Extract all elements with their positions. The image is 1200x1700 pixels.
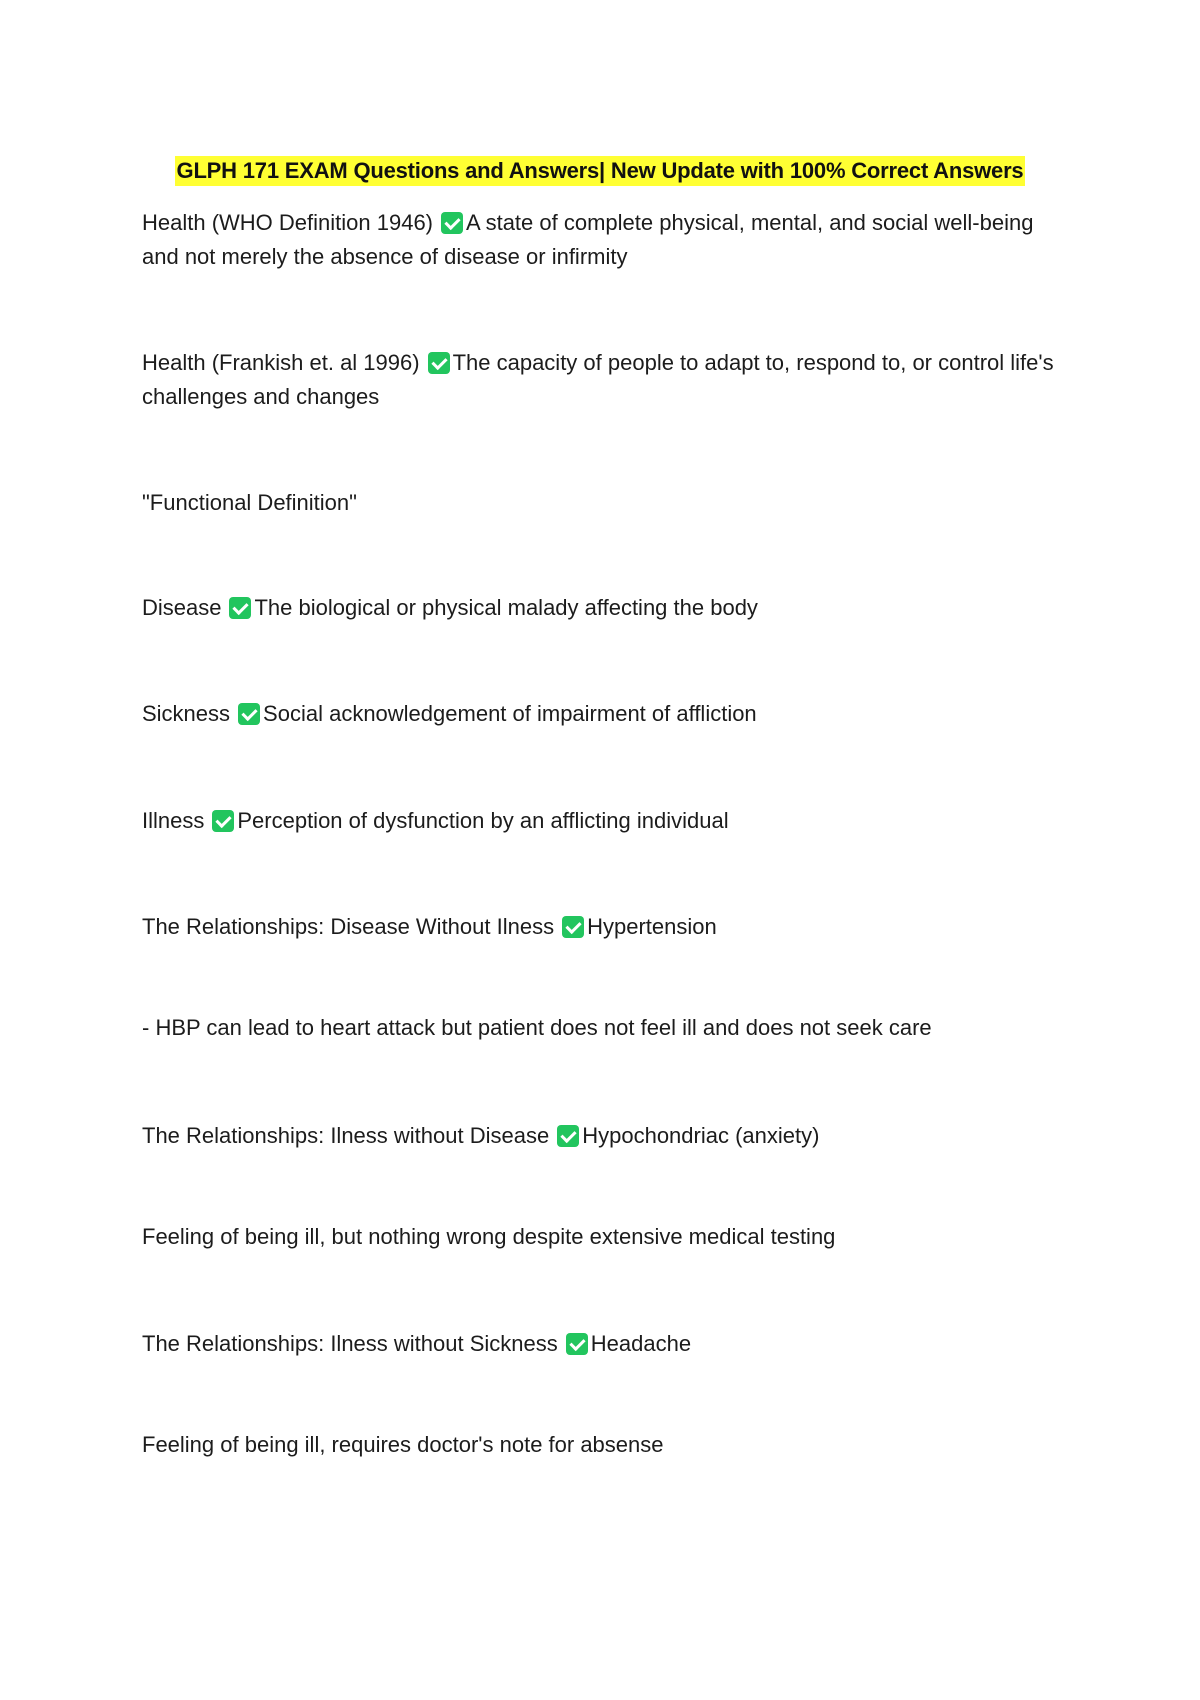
check-box-icon xyxy=(441,212,463,234)
entry-term: The Relationships: Disease Without Ilness xyxy=(142,914,555,939)
check-box-icon xyxy=(212,810,234,832)
entry-text: "Functional Definition" xyxy=(142,490,357,515)
entry-text: - HBP can lead to heart attack but patient does not feel ill and does not seek care xyxy=(142,1015,932,1040)
qa-entry-disease-without-illness xyxy=(142,910,1072,944)
qa-entry-illness-without-sickness xyxy=(142,1327,1072,1361)
entry-text: Feeling of being ill, but nothing wrong despite extensive medical testing xyxy=(142,1224,836,1249)
entry-term: The Relationships: Ilness without Sickness xyxy=(142,1331,558,1356)
entry-answer: The biological or physical malady affecting the body xyxy=(254,595,758,620)
entry-answer: A state of complete physical, mental, and social well-being and not merely the absence of disease or infirmity xyxy=(142,210,1034,269)
entry-term: The Relationships: Ilness without Disease xyxy=(142,1123,550,1148)
qa-entry-illness xyxy=(142,804,1072,838)
title-container xyxy=(0,156,1200,186)
check-box-icon xyxy=(566,1333,588,1355)
entry-answer: The capacity of people to adapt to, respond to, or control life's challenges and changes xyxy=(142,350,1054,409)
check-box-icon xyxy=(557,1125,579,1147)
document-title: GLPH 171 EXAM Questions and Answers| New Update with 100% Correct Answers xyxy=(175,156,1026,186)
entry-term: Health (WHO Definition 1946) xyxy=(142,210,434,235)
entry-answer: Social acknowledgement of impairment of affliction xyxy=(263,701,757,726)
note-hypochondriac xyxy=(142,1220,1072,1254)
entry-answer: Hypochondriac (anxiety) xyxy=(582,1123,820,1148)
note-hbp xyxy=(142,1011,1072,1045)
check-box-icon xyxy=(229,597,251,619)
check-box-icon xyxy=(428,352,450,374)
entry-text: Feeling of being ill, requires doctor's note for absense xyxy=(142,1432,664,1457)
qa-entry-illness-without-disease xyxy=(142,1119,1072,1153)
entry-term: Health (Frankish et. al 1996) xyxy=(142,350,420,375)
entry-term: Illness xyxy=(142,808,205,833)
check-box-icon xyxy=(562,916,584,938)
qa-entry-sickness xyxy=(142,697,1072,731)
note-headache xyxy=(142,1428,1072,1462)
qa-entry-who-health xyxy=(142,206,1072,274)
entry-answer: Perception of dysfunction by an afflicting individual xyxy=(237,808,729,833)
entry-answer: Hypertension xyxy=(587,914,717,939)
check-box-icon xyxy=(238,703,260,725)
entry-term: Disease xyxy=(142,595,222,620)
note-functional-definition xyxy=(142,486,1072,520)
qa-entry-frankish-health xyxy=(142,346,1072,414)
qa-entry-disease xyxy=(142,591,1072,625)
entry-answer: Headache xyxy=(590,1331,692,1356)
entry-term: Sickness xyxy=(142,701,231,726)
